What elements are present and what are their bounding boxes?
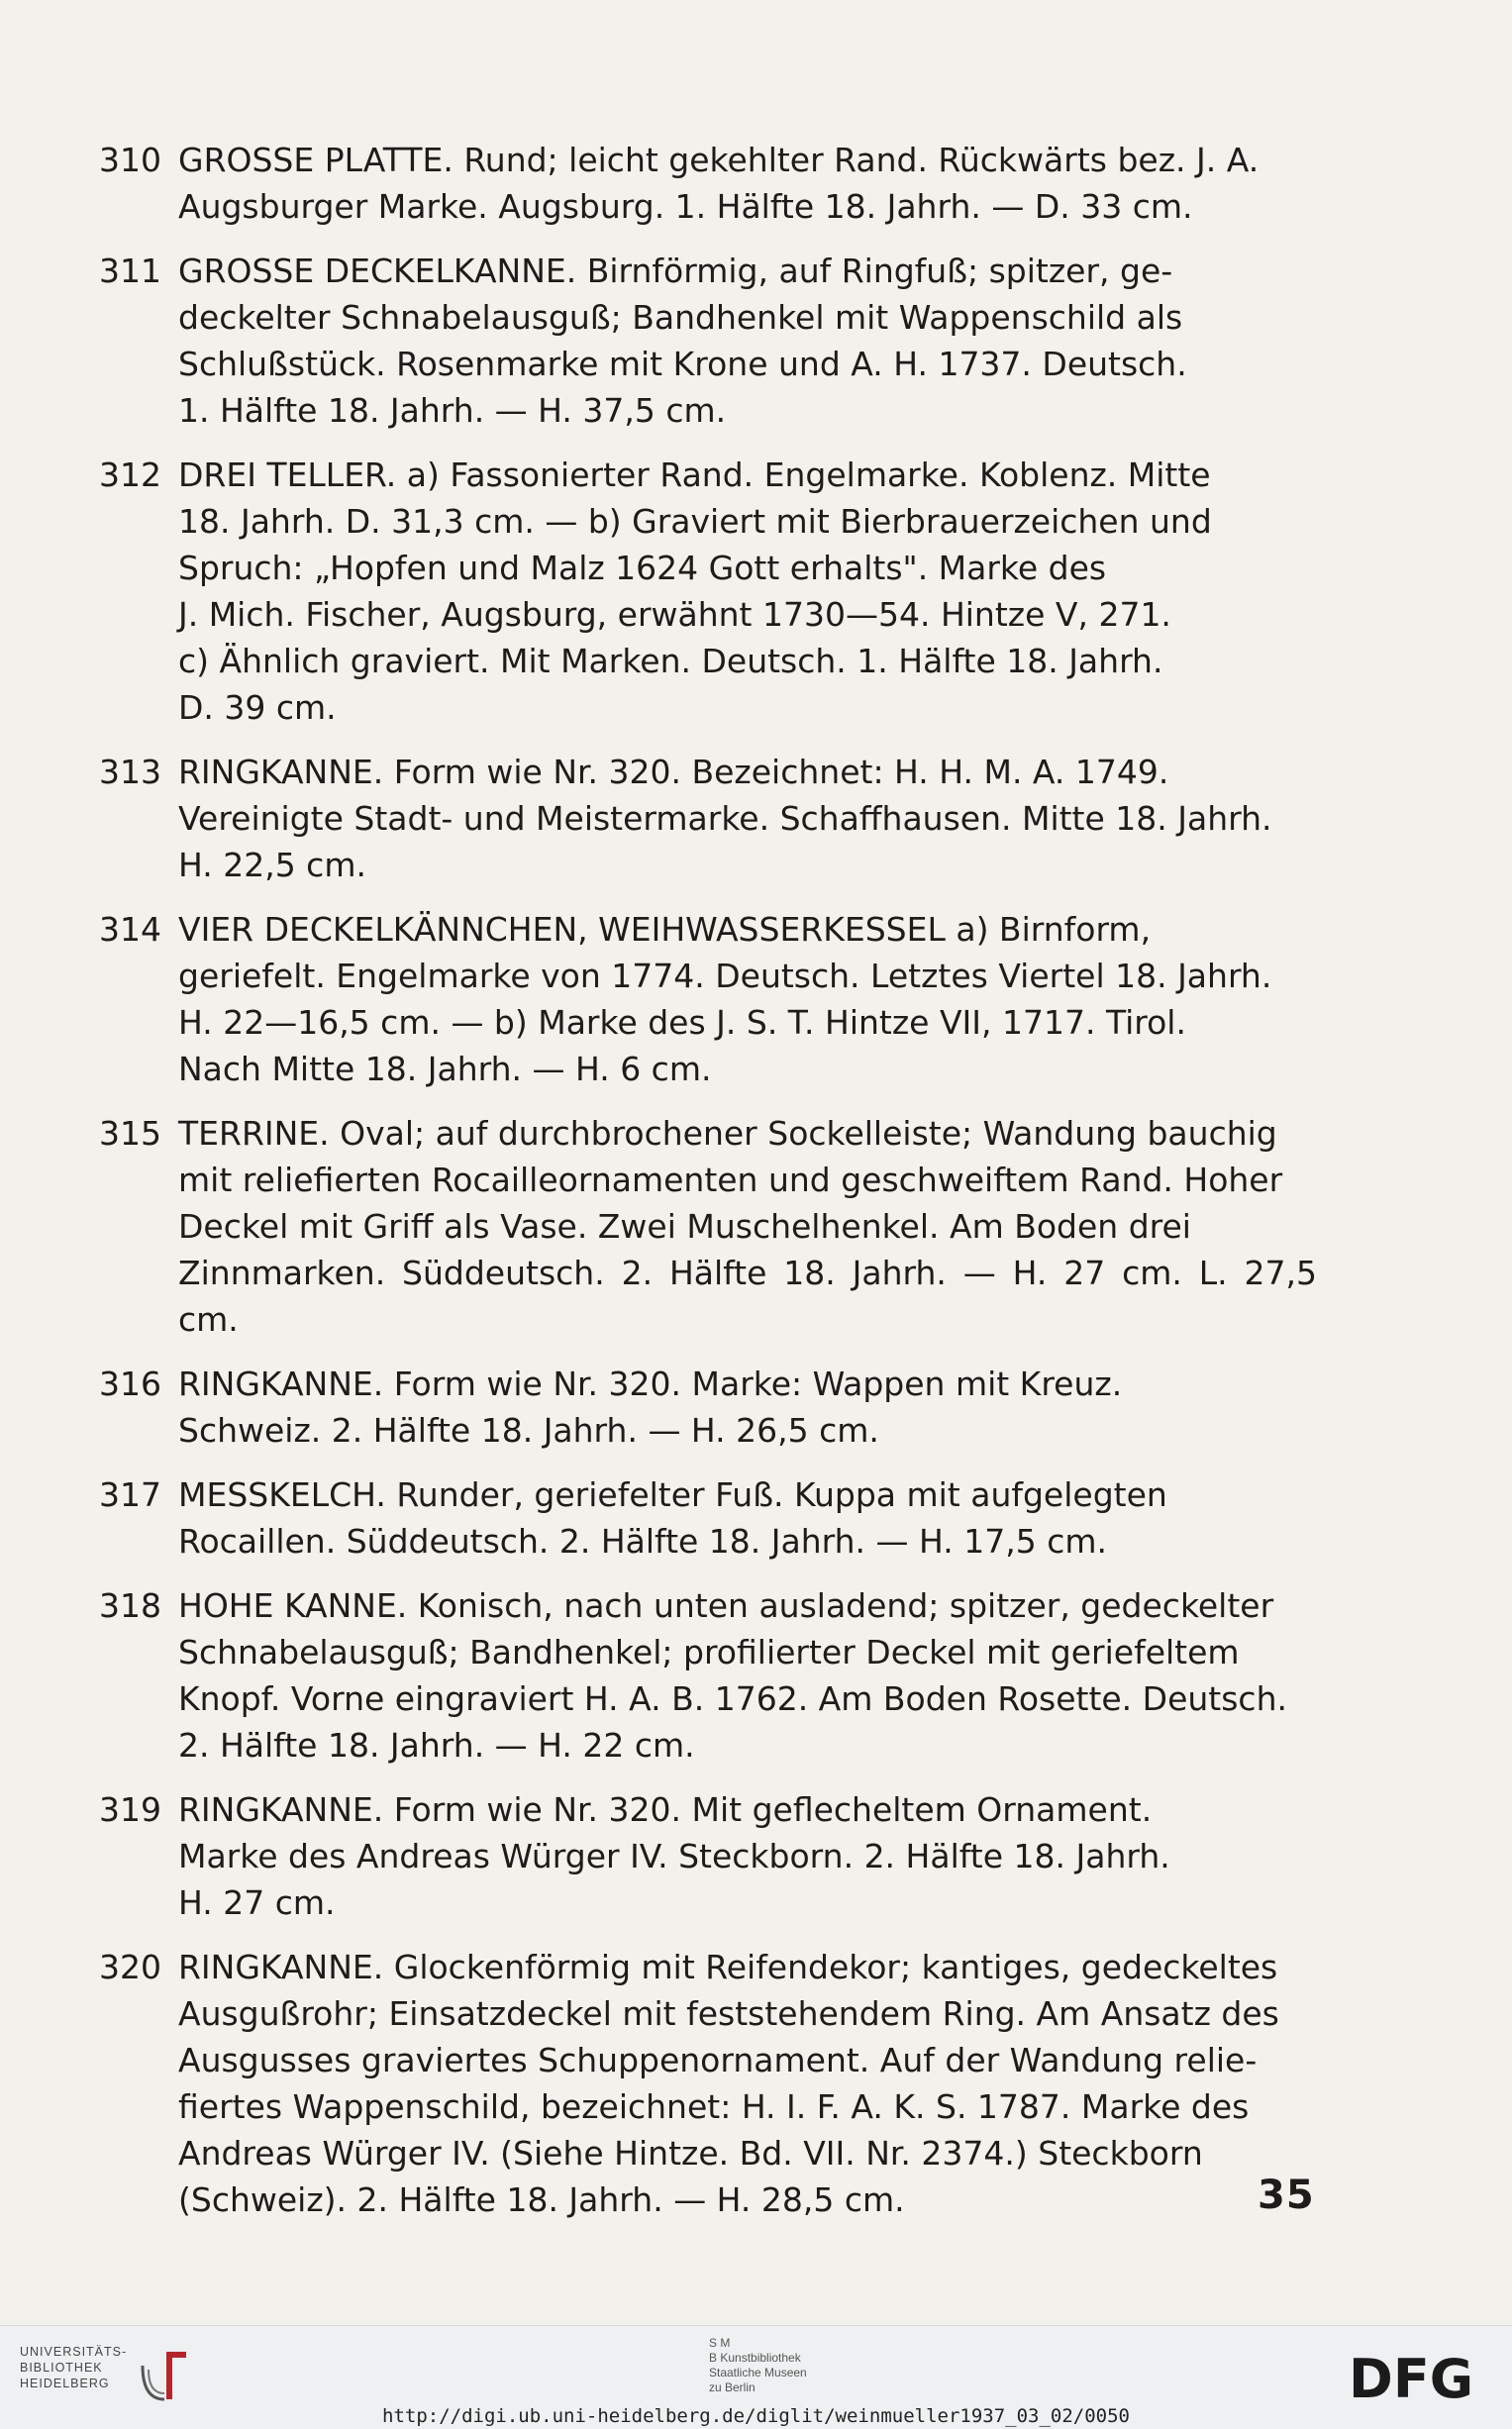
catalog-entry	[99, 137, 1317, 230]
catalog-entry	[99, 906, 1317, 1092]
entry-text: HOHE KANNE. Konisch, nach unten ausladend; spitzer, gedeckelter Schnabelausguß; Bandhenkel; profilierter Deckel mit geriefeltem Knopf. Vorne eingraviert H. A. B. 1762. Am Boden Rosette. Deutsch. 2. Hälfte 18. Jahrh. — H. 22 cm.	[178, 1586, 1287, 1765]
university-library-name: UNIVERSITÄTS- BIBLIOTHEK HEIDELBERG	[20, 2345, 128, 2390]
entry-number: 311	[99, 252, 161, 290]
catalog-entries	[99, 137, 1317, 2241]
entry-text: GROSSE DECKELKANNE. Birnförmig, auf Ringfuß; spitzer, ge- deckelter Schnabelausguß; Bandhenkel mit Wappenschild als Schlußstück. Rosenmarke mit Krone und A. H. 1737. Deutsch. 1. Hälfte 18. Jahrh. — H. 37,5 cm.	[178, 252, 1187, 430]
entry-text: TERRINE. Oval; auf durchbrochener Sockelleiste; Wandung bauchig mit reliefierten Rocailleornamenten und geschweiftem Rand. Hoher Deckel mit Griff als Vase. Zwei Muschelhenkel. Am Boden drei Zinnmarken. Süddeutsch. 2. Hälfte 18. Jahrh. — H. 27 cm. L. 27,5 cm.	[178, 1114, 1317, 1339]
entry-number: 310	[99, 141, 161, 179]
catalog-entry	[99, 1361, 1317, 1454]
entry-text: MESSKELCH. Runder, geriefelter Fuß. Kuppa mit aufgelegten Rocaillen. Süddeutsch. 2. Hälfte 18. Jahrh. — H. 17,5 cm.	[178, 1475, 1167, 1561]
catalog-entry	[99, 749, 1317, 888]
entry-number: 319	[99, 1790, 161, 1829]
catalog-entry	[99, 1944, 1317, 2223]
page-url-link[interactable]: http://digi.ub.uni-heidelberg.de/diglit/weinmueller1937_03_02/0050	[382, 2405, 1130, 2427]
entry-text: RINGKANNE. Form wie Nr. 320. Bezeichnet: H. H. M. A. 1749. Vereinigte Stadt- und Meistermarke. Schaffhausen. Mitte 18. Jahrh. H. 22,5 cm.	[178, 753, 1272, 884]
entry-number: 312	[99, 455, 161, 494]
entry-number: 318	[99, 1586, 161, 1625]
entry-text: RINGKANNE. Form wie Nr. 320. Marke: Wappen mit Kreuz. Schweiz. 2. Hälfte 18. Jahrh. — H. 26,5 cm.	[178, 1365, 1123, 1450]
dfg-logo-text: DFG	[1349, 2350, 1474, 2405]
university-mark-icon	[137, 2348, 188, 2403]
catalog-entry	[99, 1110, 1317, 1343]
entry-number: 317	[99, 1475, 161, 1514]
catalog-entry	[99, 248, 1317, 434]
entry-number: 316	[99, 1365, 161, 1403]
catalog-entry	[99, 452, 1317, 731]
entry-number: 315	[99, 1114, 161, 1153]
footer-bar	[0, 2325, 1512, 2429]
entry-text: DREI TELLER. a) Fassonierter Rand. Engelmarke. Koblenz. Mitte 18. Jahrh. D. 31,3 cm. — b) Graviert mit Bierbrauerzeichen und Spruch: „Hopfen und Malz 1624 Gott erhalts". Marke des J. Mich. Fischer, Augsburg, erwähnt 1730—54. Hintze V, 271. c) Ähnlich graviert. Mit Marken. Deutsch. 1. Hälfte 18. Jahrh. D. 39 cm.	[178, 455, 1212, 727]
entry-number: 320	[99, 1948, 161, 1986]
catalog-entry	[99, 1786, 1317, 1926]
entry-text: VIER DECKELKÄNNCHEN, WEIHWASSERKESSEL a) Birnform, geriefelt. Engelmarke von 1774. Deutsch. Letztes Viertel 18. Jahrh. H. 22—16,5 cm. — b) Marke des J. S. T. Hintze VII, 1717. Tirol. Nach Mitte 18. Jahrh. — H. 6 cm.	[178, 910, 1272, 1088]
entry-text: RINGKANNE. Glockenförmig mit Reifendekor; kantiges, gedeckeltes Ausgußrohr; Einsatzdeckel mit feststehendem Ring. Am Ansatz des Ausgusses graviertes Schuppenornament. Auf der Wandung relie- fiertes Wappenschild, bezeichnet: H. I. F. A. K. S. 1787. Marke des Andreas Würger IV. (Siehe Hintze. Bd. VII. Nr. 2374.) Steckborn (Schweiz). 2. Hälfte 18. Jahrh. — H. 28,5 cm.	[178, 1948, 1279, 2219]
entry-number: 314	[99, 910, 161, 949]
university-library-logo[interactable]	[20, 2344, 188, 2409]
catalog-entry	[99, 1471, 1317, 1565]
entry-text: GROSSE PLATTE. Rund; leicht gekehlter Rand. Rückwärts bez. J. A. Augsburger Marke. Augsburg. 1. Hälfte 18. Jahrh. — D. 33 cm.	[178, 141, 1260, 226]
entry-number: 313	[99, 753, 161, 791]
entry-text: RINGKANNE. Form wie Nr. 320. Mit geflecheltem Ornament. Marke des Andreas Würger IV. Steckborn. 2. Hälfte 18. Jahrh. H. 27 cm.	[178, 1790, 1170, 1922]
dfg-logo[interactable]	[1347, 2350, 1495, 2405]
page-number: 35	[1258, 2173, 1315, 2218]
catalog-entry	[99, 1582, 1317, 1769]
smb-logo-text[interactable]: S M B Kunstbibliothek Staatliche Museen zu Berlin	[709, 2336, 807, 2394]
